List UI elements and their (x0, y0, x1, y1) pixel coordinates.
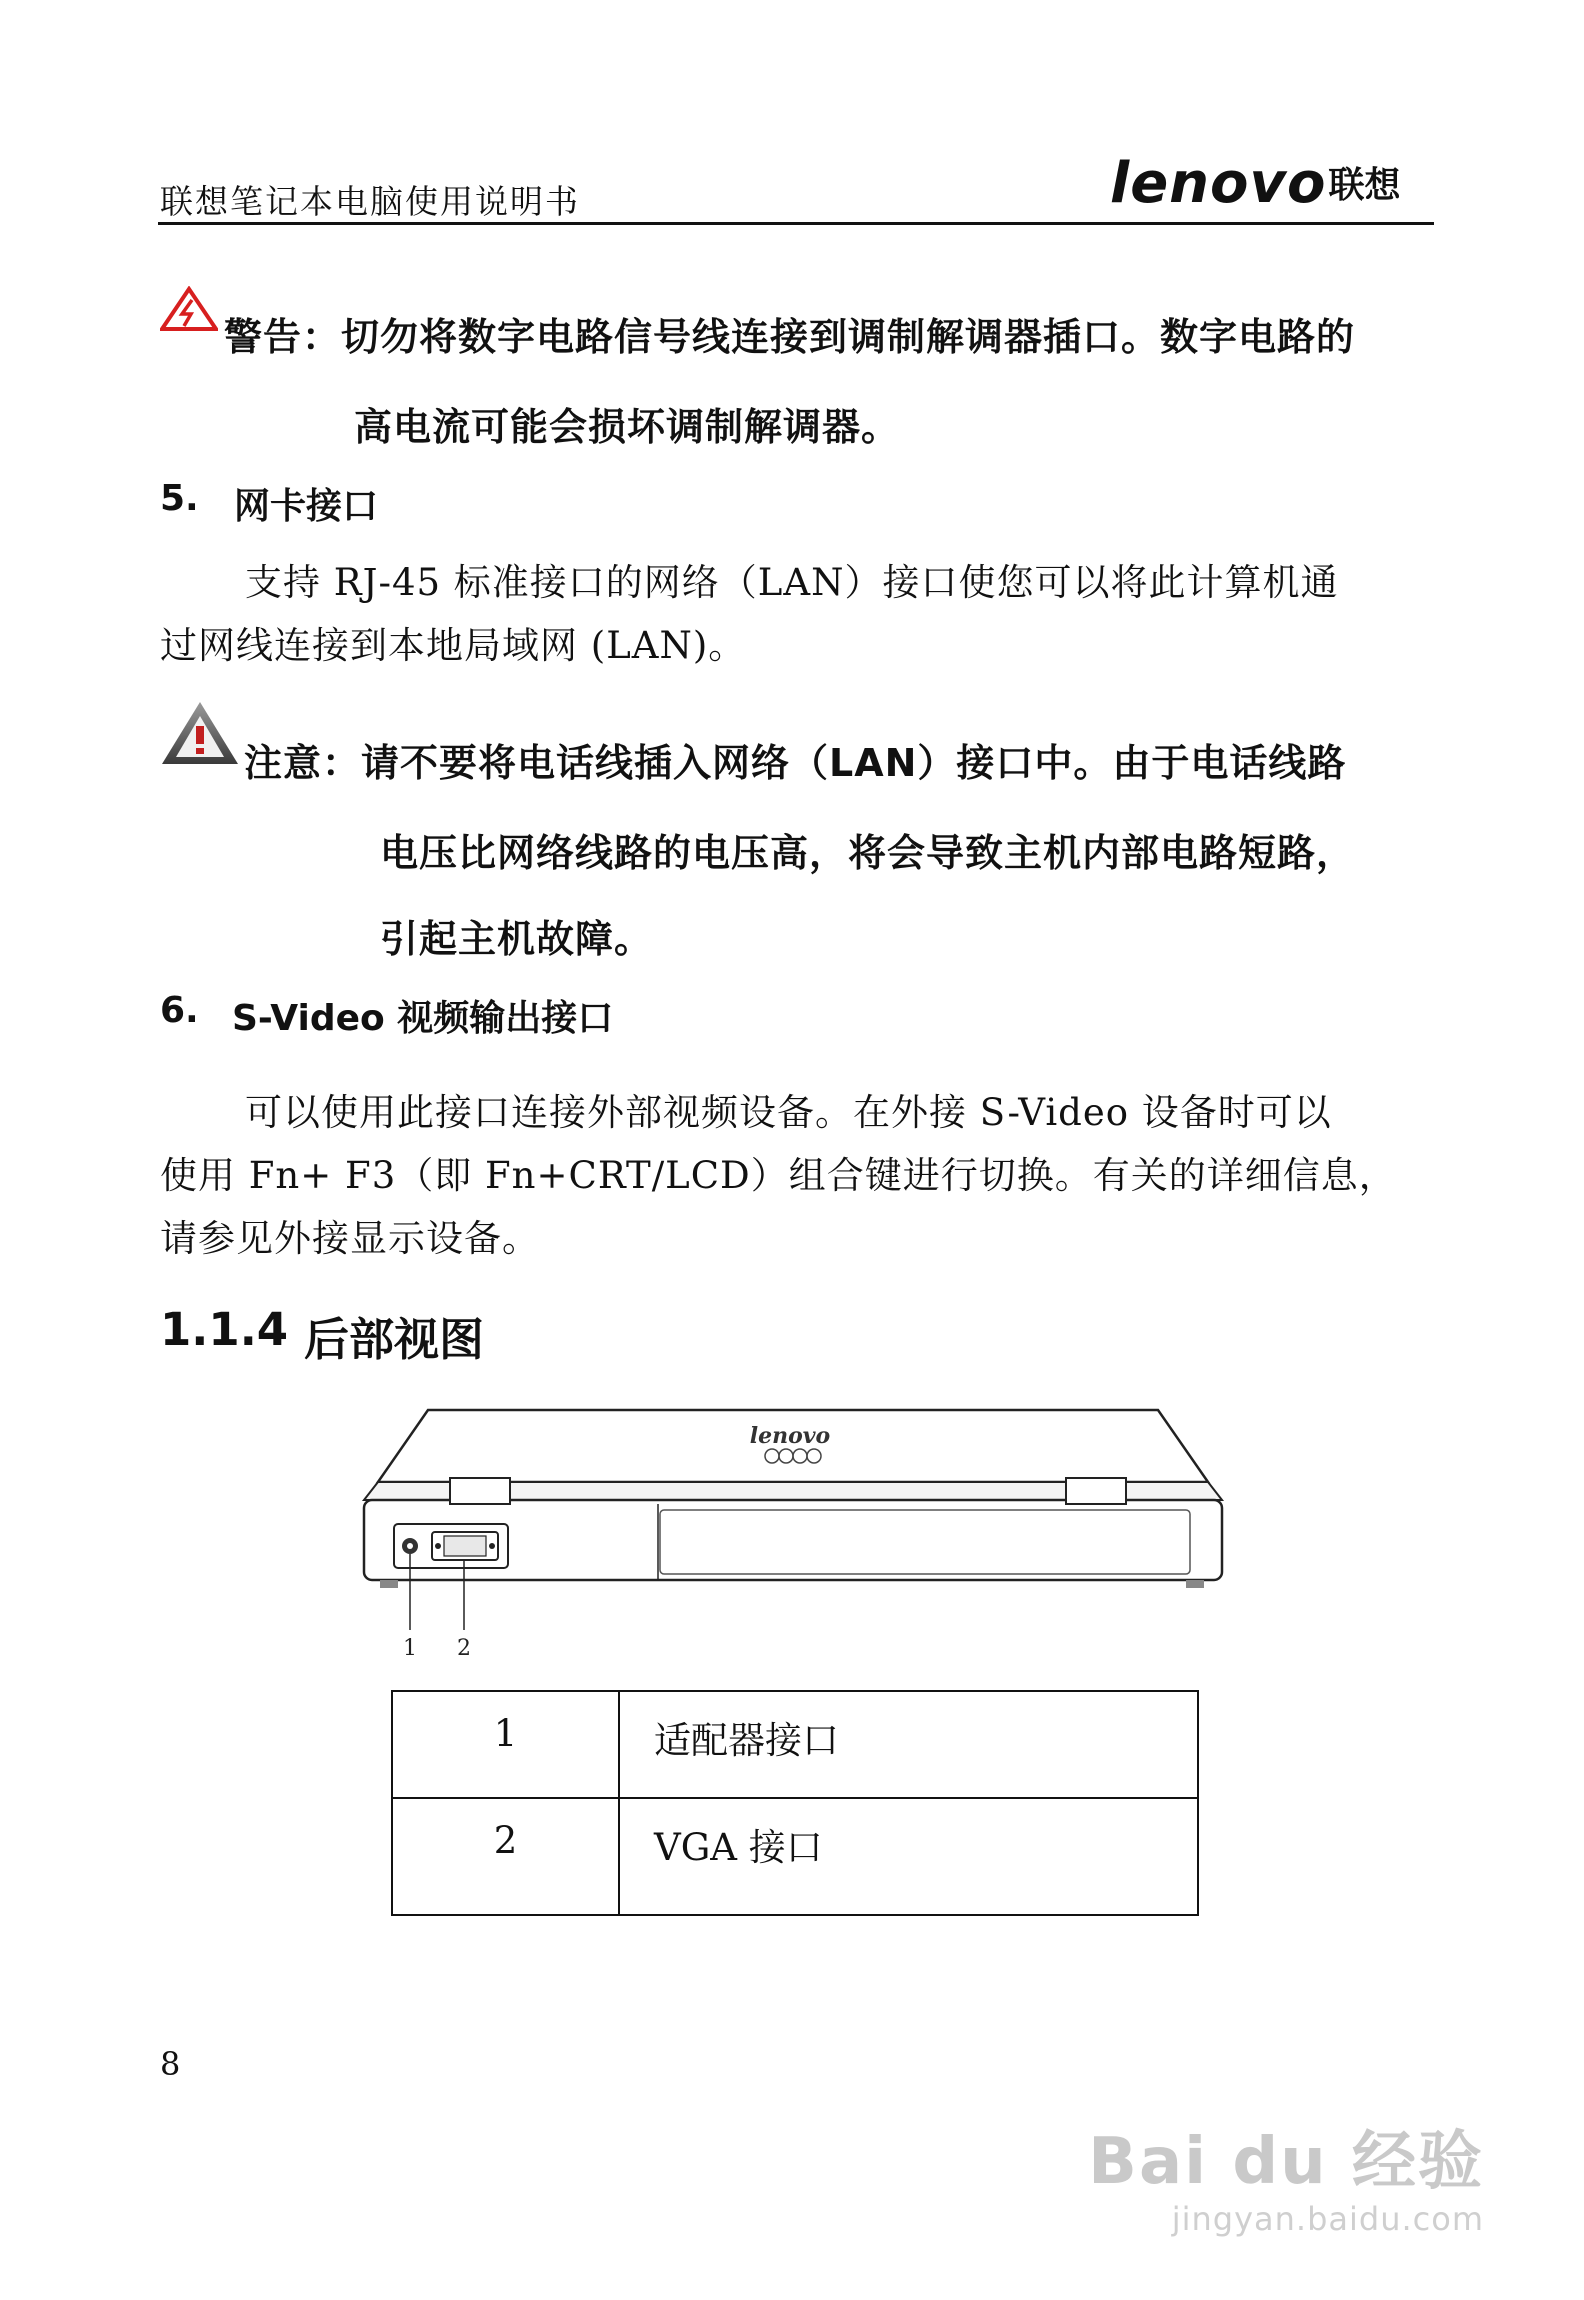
lenovo-logo (1110, 151, 1401, 216)
page-number: 8 (160, 2045, 181, 2083)
port-description: VGA 接口 (619, 1798, 1198, 1915)
header-divider (158, 222, 1434, 225)
callout-1: 1 (403, 1636, 417, 1661)
subsection-title: 后部视图 (304, 1313, 485, 1366)
section-5-number: 5. (160, 478, 199, 519)
port-description: 适配器接口 (619, 1691, 1198, 1798)
caution-line-2: 电压比网络线路的电压高，将会导致主机内部电路短路， (380, 831, 1356, 875)
ports-table (391, 1690, 1199, 1916)
section-5-paragraph-line-1: 支持 RJ-45 标准接口的网络（LAN）接口使您可以将此计算机通 (245, 561, 1339, 604)
warning-line-2: 高电流可能会损坏调制解调器。 (354, 405, 901, 449)
watermark-url: jingyan.baidu.com (1171, 2200, 1484, 2238)
baidu-jingyan-watermark: Bai du 经验 (1088, 2125, 1484, 2199)
table-row (392, 1691, 1198, 1798)
laptop-rear-view-figure (340, 1398, 1240, 1678)
document-header-title: 联想笔记本电脑使用说明书 (160, 182, 580, 221)
section-6-title: S-Video 视频输出接口 (232, 998, 614, 1039)
section-5-title: 网卡接口 (234, 486, 379, 527)
subsection-number: 1.1.4 (160, 1303, 289, 1356)
section-5-paragraph-line-2: 过网线连接到本地局域网 (LAN)。 (160, 624, 747, 667)
logo-wordmark: lenovo (1110, 151, 1327, 216)
logo-chinese: 联想 (1328, 165, 1401, 206)
laptop-lid-logo: lenovo (749, 1423, 831, 1449)
warning-line-1: 警告：切勿将数字电路信号线连接到调制解调器插口。数字电路的 (224, 315, 1356, 359)
callout-2: 2 (457, 1636, 471, 1661)
port-number: 2 (392, 1798, 619, 1915)
caution-line-1: 注意：请不要将电话线插入网络（LAN）接口中。由于电话线路 (244, 741, 1347, 785)
warning-icon (160, 286, 218, 336)
section-6-number: 6. (160, 990, 199, 1031)
section-6-paragraph-line-1: 可以使用此接口连接外部视频设备。在外接 S-Video 设备时可以 (245, 1091, 1332, 1134)
caution-line-3: 引起主机故障。 (380, 917, 654, 961)
port-number: 1 (392, 1691, 619, 1798)
caution-icon (160, 700, 240, 772)
section-6-paragraph-line-2: 使用 Fn+ F3（即 Fn+CRT/LCD）组合键进行切换。有关的详细信息， (160, 1154, 1397, 1197)
table-row (392, 1798, 1198, 1915)
section-6-paragraph-line-3: 请参见外接显示设备。 (160, 1217, 540, 1260)
